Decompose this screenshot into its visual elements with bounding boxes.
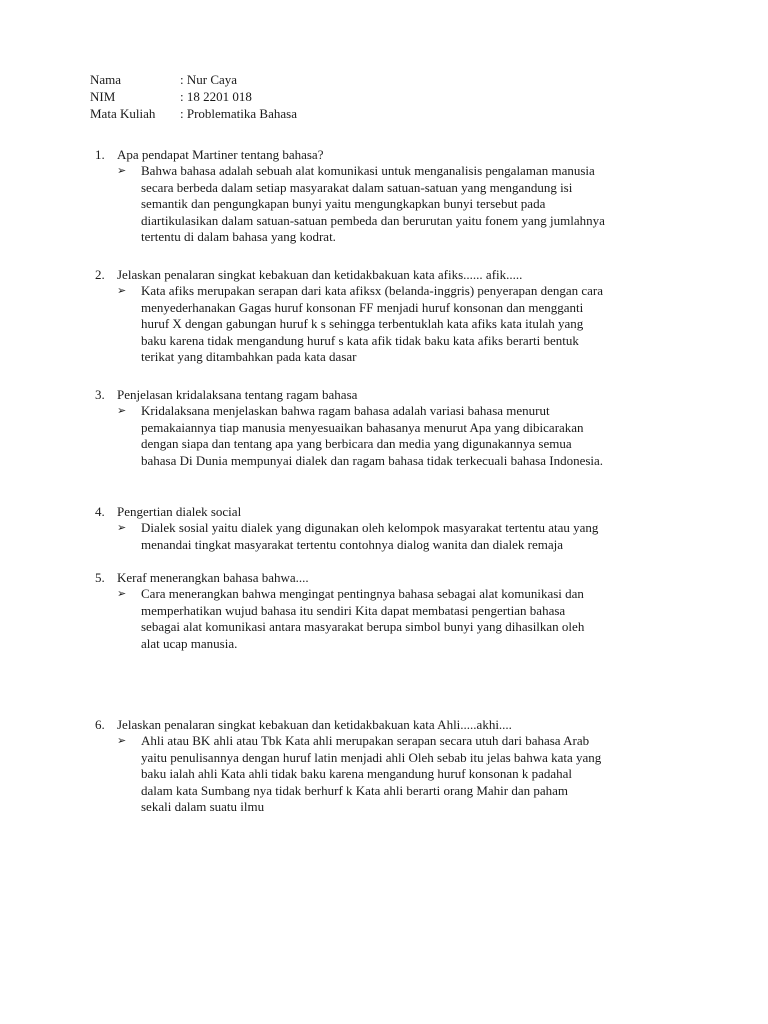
- question-item: [95, 569, 695, 652]
- course-label: Mata Kuliah: [90, 106, 156, 121]
- question-text: Jelaskan penalaran singkat kebakuan dan ketidakbakuan kata Ahli.....akhi....: [117, 717, 512, 732]
- course-value: : Problematika Bahasa: [180, 106, 297, 121]
- question-line: [95, 146, 695, 163]
- arrow-bullet-icon: ➢: [117, 404, 127, 417]
- question-number: 2.: [95, 267, 105, 282]
- arrow-bullet-icon: ➢: [117, 284, 127, 297]
- answer-text: Cara menerangkan bahwa mengingat pentingnya bahasa sebagai alat komunikasi dan memperhatikan wujud bahasa itu sendiri Kita dapat membatasi pengertian bahasa sebagai alat komunikasi antara masyarakat berupa simbol bunyi yang dihasilkan oleh alat ucap manusia.: [141, 586, 585, 651]
- question-text: Penjelasan kridalaksana tentang ragam bahasa: [117, 387, 358, 402]
- answer-item: [117, 163, 695, 246]
- answer-text: Dialek sosial yaitu dialek yang digunakan oleh kelompok masyarakat tertentu atau yang menandai tingkat masyarakat tertentu contohnya dialog wanita dan dialek remaja: [141, 520, 599, 552]
- question-number: 6.: [95, 717, 105, 732]
- question-item: [95, 503, 695, 553]
- question-number: 5.: [95, 570, 105, 585]
- student-info: [90, 71, 297, 122]
- question-text: Jelaskan penalaran singkat kebakuan dan ketidakbakuan kata afiks...... afik.....: [117, 267, 523, 282]
- answer-item: [117, 733, 695, 816]
- question-item: [95, 266, 695, 366]
- question-item: [95, 716, 695, 816]
- answer-item: [117, 403, 695, 469]
- answer-item: [117, 586, 695, 652]
- name-label: Nama: [90, 72, 122, 87]
- question-text: Apa pendapat Martiner tentang bahasa?: [117, 147, 324, 162]
- arrow-bullet-icon: ➢: [117, 734, 127, 747]
- nim-row: [90, 88, 297, 105]
- answer-item: [117, 520, 695, 553]
- question-line: [95, 503, 695, 520]
- question-text: Pengertian dialek social: [117, 504, 242, 519]
- course-row: [90, 105, 297, 122]
- nim-label: NIM: [90, 89, 116, 104]
- name-row: [90, 71, 297, 88]
- question-item: [95, 146, 695, 246]
- question-line: [95, 386, 695, 403]
- question-text: Keraf menerangkan bahasa bahwa....: [117, 570, 309, 585]
- answer-item: [117, 283, 695, 366]
- question-number: 1.: [95, 147, 105, 162]
- arrow-bullet-icon: ➢: [117, 521, 127, 534]
- question-number: 4.: [95, 504, 105, 519]
- answer-text: Kridalaksana menjelaskan bahwa ragam bahasa adalah variasi bahasa menurut pemakaiannya tiap manusia menyesuaikan bahasanya menurut Apa yang dibicarakan dengan siapa dan tentang apa yang berbicara dan media yang digunakannya semua bahasa Di Dunia mempunyai dialek dan ragam bahasa tidak terkecuali bahasa Indonesia.: [141, 403, 604, 468]
- arrow-bullet-icon: ➢: [117, 587, 127, 600]
- question-line: [95, 266, 695, 283]
- answer-text: Kata afiks merupakan serapan dari kata afiksx (belanda-inggris) penyerapan dengan cara menyederhanakan Gagas huruf konsonan FF menjadi huruf konsonan dan mengganti huruf X dengan gabungan huruf k s sehingga terbentuklah kata afiks kata itulah yang baku karena tidak mengandung huruf s kata afik tidak baku kata afiks berarti bentuk terikat yang ditambahkan pada kata dasar: [141, 283, 604, 365]
- answer-text: Bahwa bahasa adalah sebuah alat komunikasi untuk menganalisis pengalaman manusia secara berbeda dalam setiap masyarakat dalam satuan-satuan yang mengandung isi semantik dan pengungkapan bunyi yaitu mengungkapkan bunyi tersebut pada diartikulasikan dalam satuan-satuan pembeda dan berurutan yaitu fonem yang jumlahnya tertentu di dalam bahasa yang kodrat.: [141, 163, 605, 245]
- nim-value: : 18 2201 018: [180, 89, 252, 104]
- question-item: [95, 386, 695, 469]
- name-value: : Nur Caya: [180, 72, 238, 87]
- question-line: [95, 716, 695, 733]
- answer-text: Ahli atau BK ahli atau Tbk Kata ahli merupakan serapan secara utuh dari bahasa Arab yaitu penulisannya dengan huruf latin menjadi ahli Oleh sebab itu jelas bahwa kata yang baku ialah ahli Kata ahli tidak baku karena mengandung huruf konsonan k padahal dalam kata Sumbang nya tidak berhurf k Kata ahli berarti orang Mahir dan paham sekali dalam suatu ilmu: [141, 733, 602, 815]
- question-line: [95, 569, 695, 586]
- question-number: 3.: [95, 387, 105, 402]
- arrow-bullet-icon: ➢: [117, 164, 127, 177]
